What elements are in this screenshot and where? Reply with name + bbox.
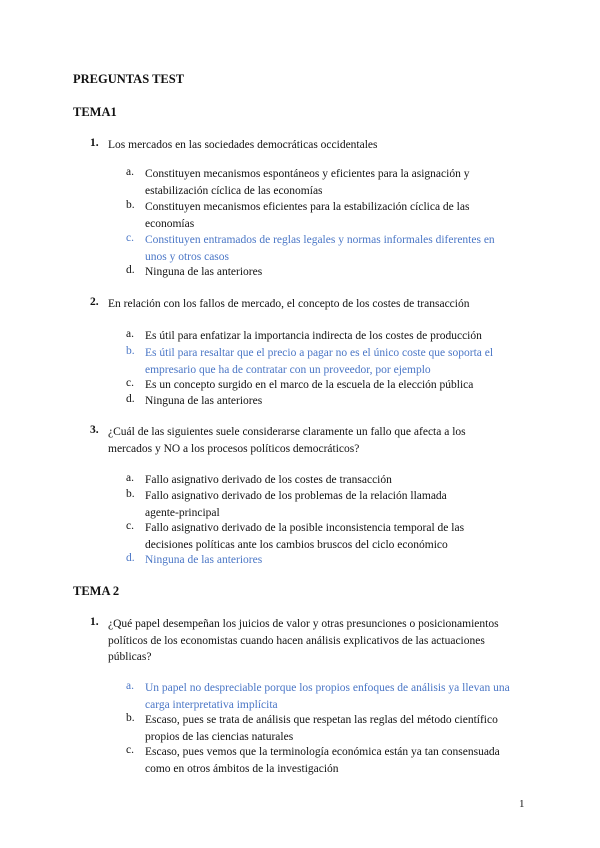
option-letter-correct: a. xyxy=(126,680,134,692)
option-letter-correct: b. xyxy=(126,345,135,357)
option-text: Fallo asignativo derivado de los costes de transacción xyxy=(145,474,392,486)
option-text-correct: Ninguna de las anteriores xyxy=(145,554,263,566)
option-letter: b. xyxy=(126,488,135,500)
option-letter: b. xyxy=(126,712,135,724)
question-number: 3. xyxy=(90,424,99,436)
option-letter-correct: c. xyxy=(126,232,134,244)
option-letter: c. xyxy=(126,744,134,756)
question-number: 1. xyxy=(90,616,99,628)
question-text: ¿Cuál de las siguientes suele considerarse claramente un fallo que afecta a los mercados y NO a los procesos políticos democráticos? xyxy=(108,426,466,455)
page-number: 1 xyxy=(519,798,525,810)
option-text: Constituyen mecanismos espontáneos y eficientes para la asignación y estabilización cíclica de las economías xyxy=(145,168,470,197)
option-letter: c. xyxy=(126,520,134,532)
option-text: Constituyen mecanismos eficientes para la estabilización cíclica de las economías xyxy=(145,201,470,230)
question-text: ¿Qué papel desempeñan los juicios de valor y otras presunciones o posicionamientos políticos de los economistas cuando hacen análisis explicativos de las actuaciones públicas? xyxy=(108,618,499,663)
option-letter: b. xyxy=(126,199,135,211)
section-heading-tema1: TEMA1 xyxy=(73,105,117,119)
option-text: Ninguna de las anteriores xyxy=(145,266,263,278)
option-letter: a. xyxy=(126,166,134,178)
option-text: Fallo asignativo derivado de la posible inconsistencia temporal de las decisiones políticas ante los cambios bruscos del ciclo económico xyxy=(145,522,465,551)
option-text: Fallo asignativo derivado de los problemas de la relación llamada agente-principal xyxy=(145,490,447,519)
option-letter-correct: d. xyxy=(126,552,135,564)
option-text: Escaso, pues se trata de análisis que respetan las reglas del método científico propios de las ciencias naturales xyxy=(145,714,498,743)
option-text: Ninguna de las anteriores xyxy=(145,395,263,407)
question-number: 1. xyxy=(90,137,99,149)
option-text-correct: Constituyen entramados de reglas legales y normas informales diferentes en unos y otros casos xyxy=(145,234,495,263)
option-text-correct: Es útil para resaltar que el precio a pagar no es el único coste que soporta el empresario que ha de contratar con un proveedor, por ejemplo xyxy=(145,347,494,376)
option-text: Es un concepto surgido en el marco de la escuela de la elección pública xyxy=(145,379,474,391)
option-letter: a. xyxy=(126,472,134,484)
question-text: Los mercados en las sociedades democráticas occidentales xyxy=(108,139,378,151)
document-title: PREGUNTAS TEST xyxy=(73,72,185,86)
option-text: Es útil para enfatizar la importancia indirecta de los costes de producción xyxy=(145,330,482,342)
option-text: Escaso, pues vemos que la terminología económica están ya tan consensuada como en otros ámbitos de la investigación xyxy=(145,746,500,775)
section-heading-tema2: TEMA 2 xyxy=(73,584,120,598)
question-text: En relación con los fallos de mercado, el concepto de los costes de transacción xyxy=(108,298,470,310)
option-letter: c. xyxy=(126,377,134,389)
option-letter: d. xyxy=(126,264,135,276)
option-letter: a. xyxy=(126,328,134,340)
option-text-correct: Un papel no despreciable porque los propios enfoques de análisis ya llevan una carga interpretativa implícita xyxy=(145,682,510,711)
option-letter: d. xyxy=(126,393,135,405)
question-number: 2. xyxy=(90,296,99,308)
